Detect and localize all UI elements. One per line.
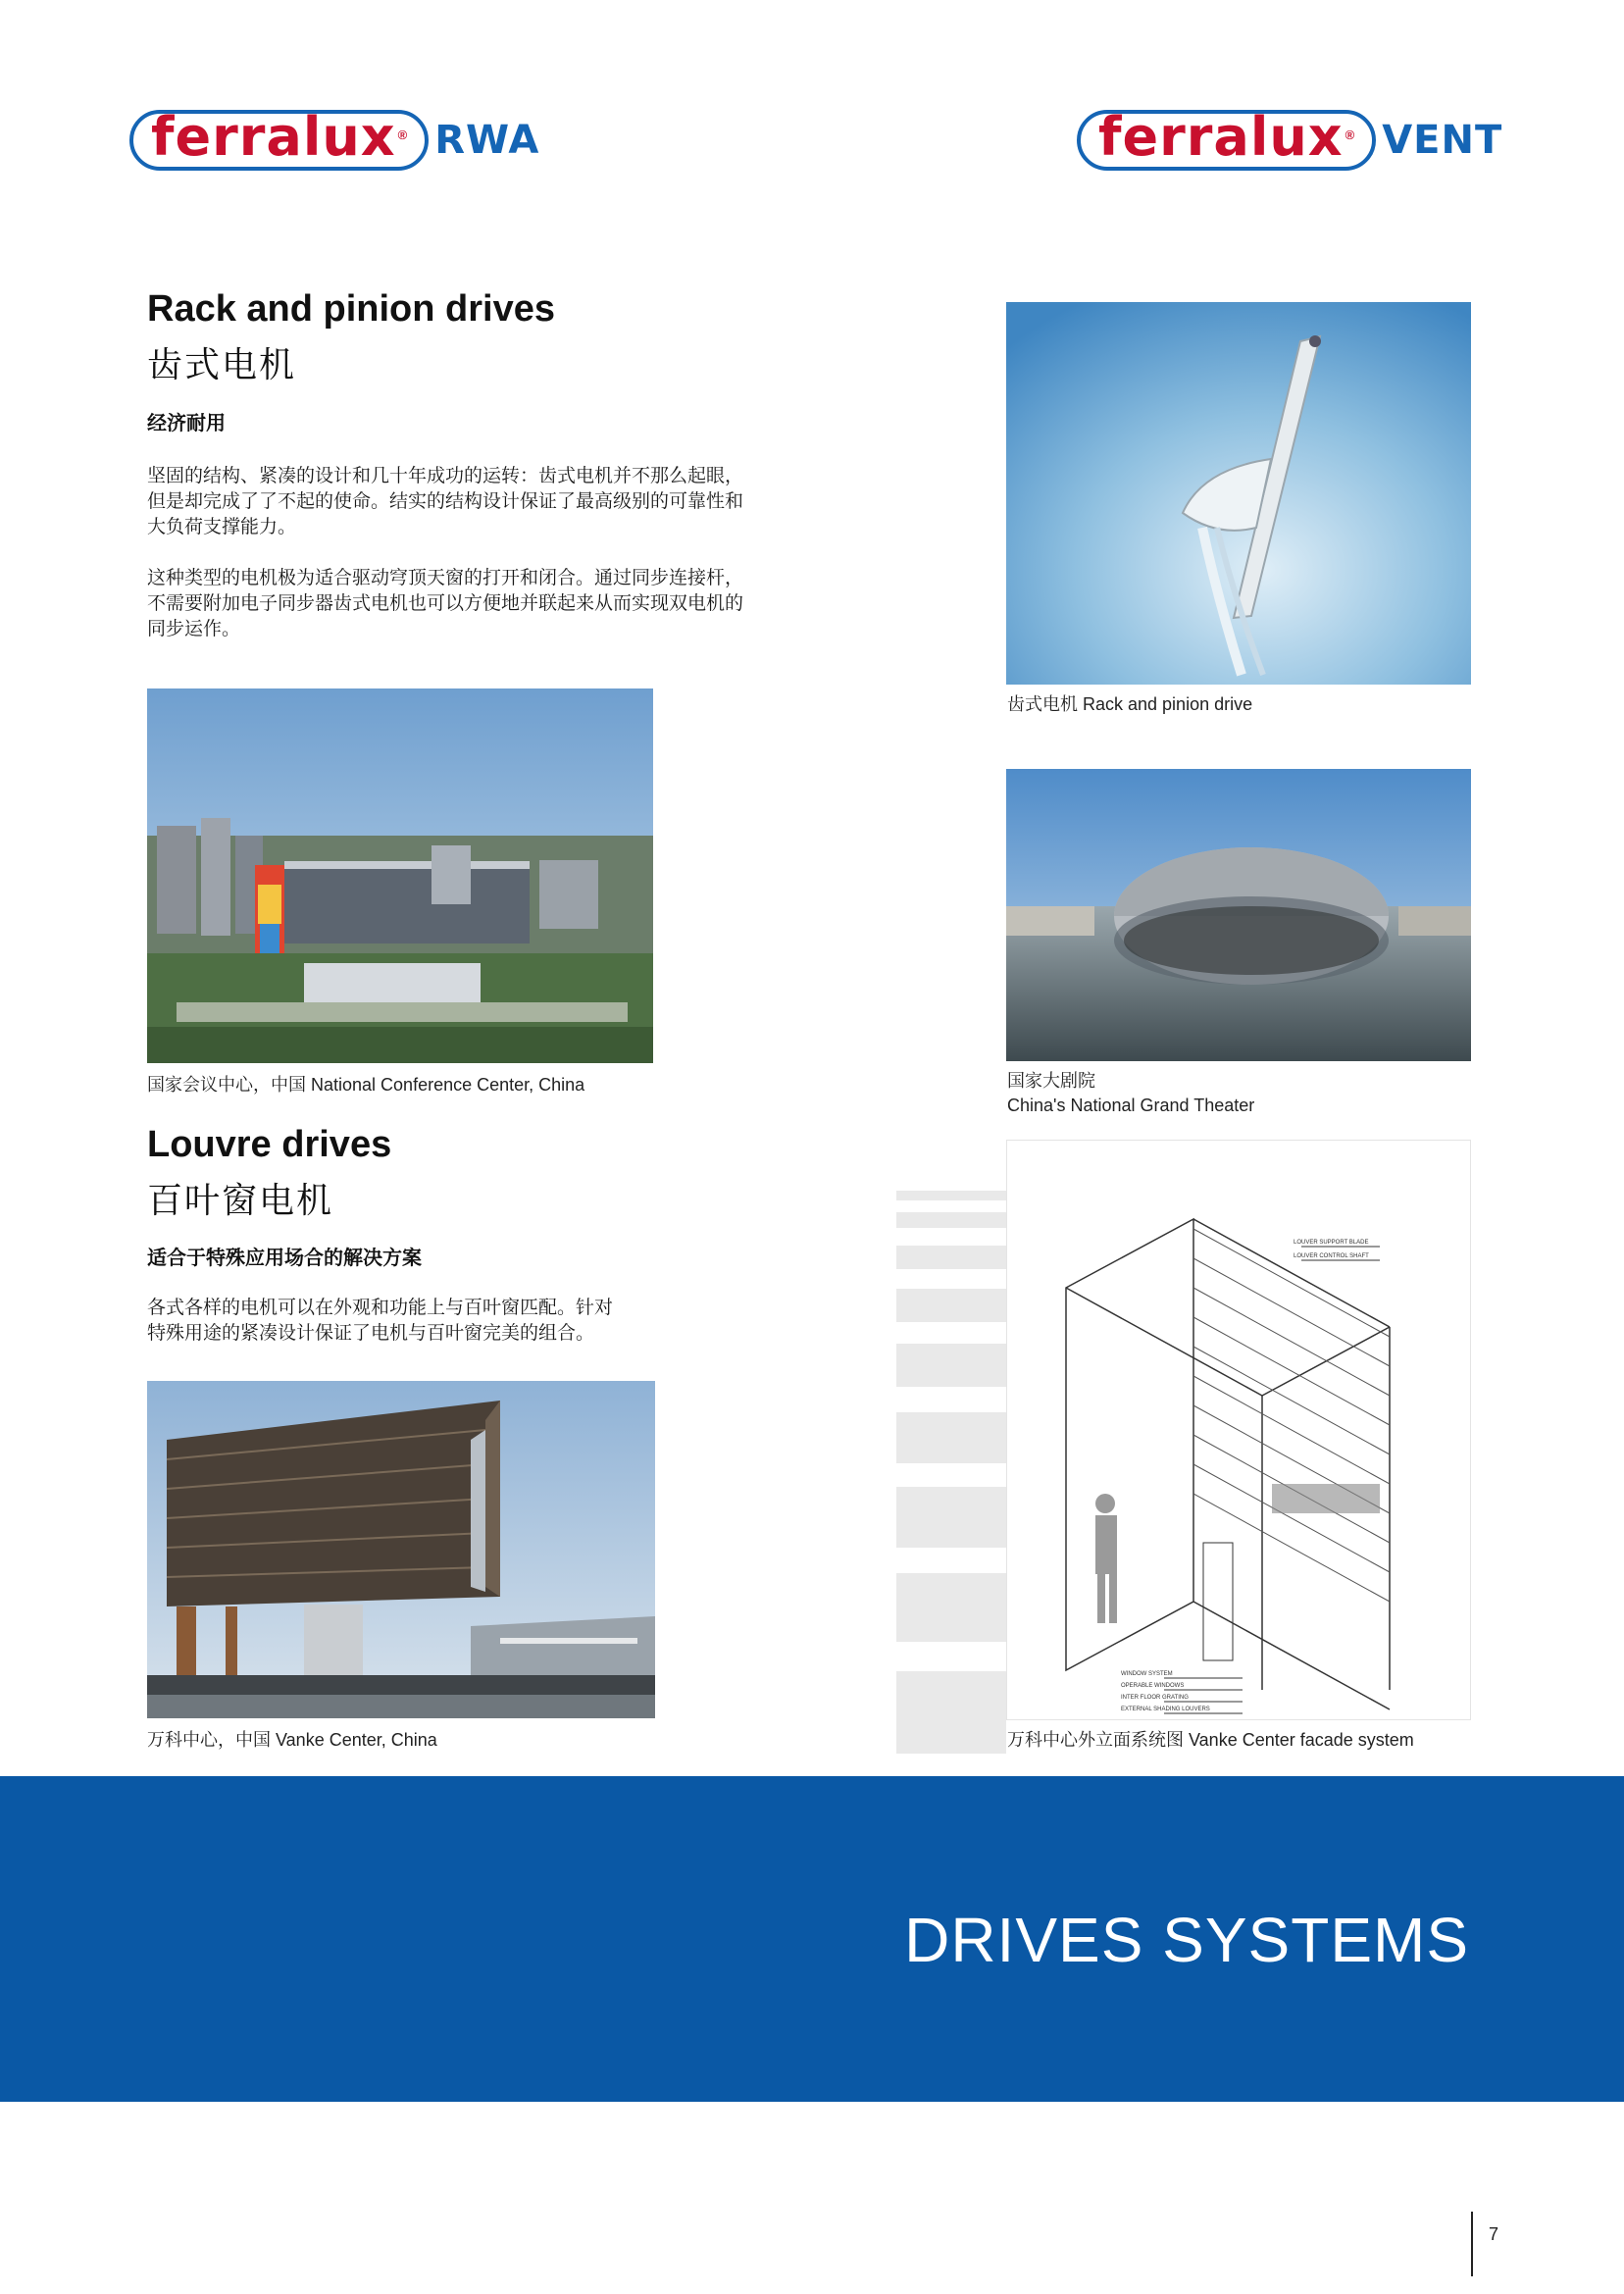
section-subhead: 适合于特殊应用场合的解决方案 [147, 1246, 422, 1269]
vanke-center-photo [147, 1381, 655, 1718]
drives-systems-banner [0, 1776, 1624, 2102]
caption-rack-pinion: 齿式电机 Rack and pinion drive [1007, 694, 1253, 714]
stripe [896, 1191, 1006, 1200]
stripe [896, 1344, 1006, 1387]
stripe [896, 1412, 1006, 1463]
conference-center-photo [147, 688, 653, 1063]
ferralux-rwa-logo [129, 106, 539, 175]
logo-wordmark: ferralux [151, 106, 396, 168]
paragraph-line: 特殊用途的紧凑设计保证了电机与百叶窗完美的组合。 [147, 1322, 595, 1344]
grand-theater-photo [1006, 769, 1471, 1061]
caption-vanke-center: 万科中心，中国 Vanke Center, China [147, 1730, 437, 1750]
paragraph-line: 大负荷支撑能力。 [147, 516, 297, 537]
stripe [896, 1212, 1006, 1228]
section-title-rack-pinion: Rack and pinion drives [147, 288, 555, 330]
paragraph-1 [147, 463, 912, 539]
page-number-rule [1471, 2212, 1473, 2276]
stripe [896, 1671, 1006, 1754]
stripe [896, 1246, 1006, 1269]
logo-oval [129, 106, 429, 171]
logo-wordmark: ferralux [1098, 106, 1344, 168]
diagram-label: INTER FLOOR GRATING [1121, 1695, 1189, 1701]
decorative-stripes [896, 1191, 1006, 1754]
diagram-label: EXTERNAL SHADING LOUVERS [1121, 1707, 1210, 1712]
paragraph-2 [147, 565, 912, 641]
paragraph-line: 各式各样的电机可以在外观和功能上与百叶窗匹配。针对 [147, 1297, 614, 1318]
banner-title: DRIVES SYSTEMS [904, 1905, 1469, 1975]
ferralux-vent-logo [1077, 106, 1502, 175]
section-subhead: 经济耐用 [147, 411, 226, 434]
logo-suffix: VENT [1382, 118, 1503, 163]
registered-mark: ® [397, 127, 408, 142]
stripe [896, 1573, 1006, 1642]
diagram-label: LOUVER CONTROL SHAFT [1294, 1253, 1369, 1259]
rack-pinion-drive-photo [1006, 302, 1471, 685]
diagram-label: WINDOW SYSTEM [1121, 1671, 1173, 1677]
diagram-label: LOUVER SUPPORT BLADE [1294, 1240, 1369, 1246]
paragraph-line: 这种类型的电机极为适合驱动穹顶天窗的打开和闭合。通过同步连接杆， [147, 567, 744, 588]
paragraph-line: 坚固的结构、紧凑的设计和几十年成功的运转：齿式电机并不那么起眼， [147, 465, 744, 486]
facade-system-diagram [1006, 1140, 1471, 1720]
registered-mark: ® [1345, 127, 1355, 142]
page-number: 7 [1489, 2224, 1499, 2244]
logo-oval [1077, 106, 1376, 171]
section-title-louvre-cn: 百叶窗电机 [147, 1181, 334, 1221]
logo-suffix: RWA [434, 118, 540, 163]
caption-grand-theater-cn: 国家大剧院 [1007, 1071, 1095, 1091]
diagram-label: OPERABLE WINDOWS [1121, 1683, 1185, 1689]
section-title-rack-pinion-cn: 齿式电机 [147, 345, 297, 385]
caption-conference-center: 国家会议中心，中国 National Conference Center, China [147, 1075, 585, 1095]
paragraph-line: 不需要附加电子同步器齿式电机也可以方便地并联起来从而实现双电机的 [147, 592, 744, 614]
paragraph-line: 但是却完成了了不起的使命。结实的结构设计保证了最高级别的可靠性和 [147, 490, 744, 512]
section-title-louvre: Louvre drives [147, 1124, 392, 1165]
stripe [896, 1487, 1006, 1548]
paragraph-3 [147, 1295, 912, 1346]
paragraph-line: 同步运作。 [147, 618, 241, 639]
caption-grand-theater-en: China's National Grand Theater [1007, 1096, 1255, 1115]
caption-facade-system: 万科中心外立面系统图 Vanke Center facade system [1007, 1730, 1414, 1750]
stripe [896, 1289, 1006, 1322]
